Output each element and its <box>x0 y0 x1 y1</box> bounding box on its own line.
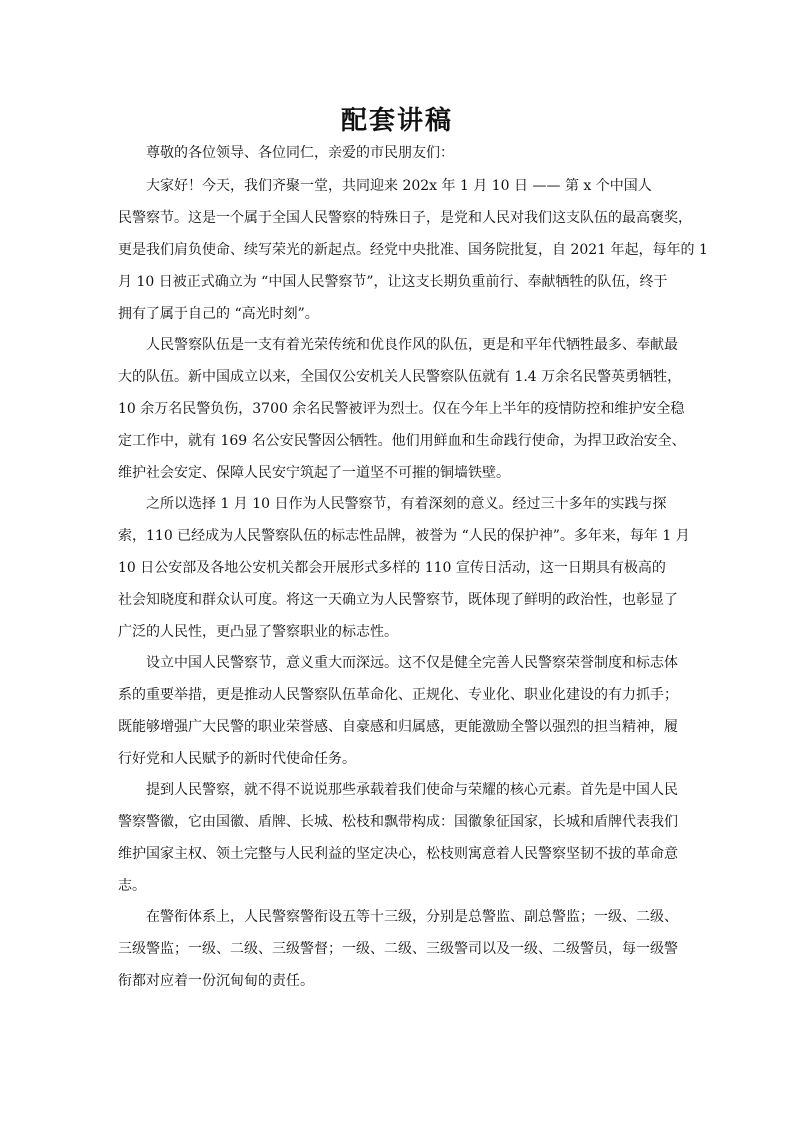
text-line: 人民警察队伍是一支有着光荣传统和优良作风的队伍，更是和平年代牺牲最多、奉献最 <box>146 337 678 353</box>
text-line: 在警衔体系上，人民警察警衔设五等十三级，分别是总警监、副总警监；一级、二级、 <box>146 909 678 925</box>
text-line: 索，110 已经成为人民警察队伍的标志性品牌，被誉为 “人民的保护神”。多年来，每年 1 月 <box>118 528 690 544</box>
text-line: 广泛的人民性，更凸显了警察职业的标志性。 <box>118 624 398 640</box>
text-line: 行好党和人民赋予的新时代使命任务。 <box>118 751 356 767</box>
text-line: 三级警监；一级、二级、三级警督；一级、二级、三级警司以及一级、二级警员，每一级警 <box>118 941 678 957</box>
text-line: 更是我们肩负使命、续写荣光的新起点。经党中央批准、国务院批复，自 2021 年起，每年的 1 <box>118 242 708 258</box>
text-line: 衔都对应着一份沉甸甸的责任。 <box>118 973 314 989</box>
text-line: 志。 <box>118 878 146 894</box>
text-line: 拥有了属于自己的 “高光时刻”。 <box>118 306 319 322</box>
text-line: 月 10 日被正式确立为 “中国人民警察节”，让这支长期负重前行、奉献牺牲的队伍，终于 <box>118 274 668 290</box>
text-line: 大家好！今天，我们齐聚一堂，共同迎来 202x 年 1 月 10 日 —— 第 x 个中国人 <box>146 178 652 194</box>
text-line: 既能够增强广大民警的职业荣誉感、自豪感和归属感，更能激励全警以强烈的担当精神，履 <box>118 719 678 735</box>
text-line: 大的队伍。新中国成立以来，全国仅公安机关人民警察队伍就有 1.4 万余名民警英勇牺牲， <box>118 369 682 385</box>
text-line: 定工作中，就有 169 名公安民警因公牺牲。他们用鲜血和生命践行使命，为捍卫政治安全、 <box>118 433 686 449</box>
text-line: 设立中国人民警察节，意义重大而深远。这不仅是健全完善人民警察荣誉制度和标志体 <box>146 655 678 671</box>
text-line: 尊敬的各位领导、各位同仁，亲爱的市民朋友们： <box>146 145 454 161</box>
document-title: 配套讲稿 <box>340 106 453 136</box>
text-line: 警察警徽，它由国徽、盾牌、长城、松枝和飘带构成：国徽象征国家，长城和盾牌代表我们 <box>118 814 678 830</box>
text-line: 维护国家主权、领土完整与人民利益的坚定决心，松枝则寓意着人民警察坚韧不拔的革命意 <box>118 846 678 862</box>
text-line: 10 日公安部及各地公安机关都会开展形式多样的 110 宣传日活动，这一日期具有极高的 <box>118 560 666 576</box>
text-line: 提到人民警察，就不得不说说那些承载着我们使命与荣耀的核心元素。首先是中国人民 <box>146 782 678 798</box>
text-line: 之所以选择 1 月 10 日作为人民警察节，有着深刻的意义。经过三十多年的实践与探 <box>146 496 667 512</box>
text-line: 社会知晓度和群众认可度。将这一天确立为人民警察节，既体现了鲜明的政治性，也彰显了 <box>118 592 678 608</box>
text-line: 10 余万名民警负伤，3700 余名民警被评为烈士。仅在今年上半年的疫情防控和维护安全稳 <box>118 401 685 417</box>
text-line: 维护社会安定、保障人民安宁筑起了一道坚不可摧的铜墙铁壁。 <box>118 465 510 481</box>
text-line: 民警察节。这是一个属于全国人民警察的特殊日子，是党和人民对我们这支队伍的最高褒奖， <box>118 210 692 226</box>
text-line: 系的重要举措，更是推动人民警察队伍革命化、正规化、专业化、职业化建设的有力抓手； <box>118 687 678 703</box>
